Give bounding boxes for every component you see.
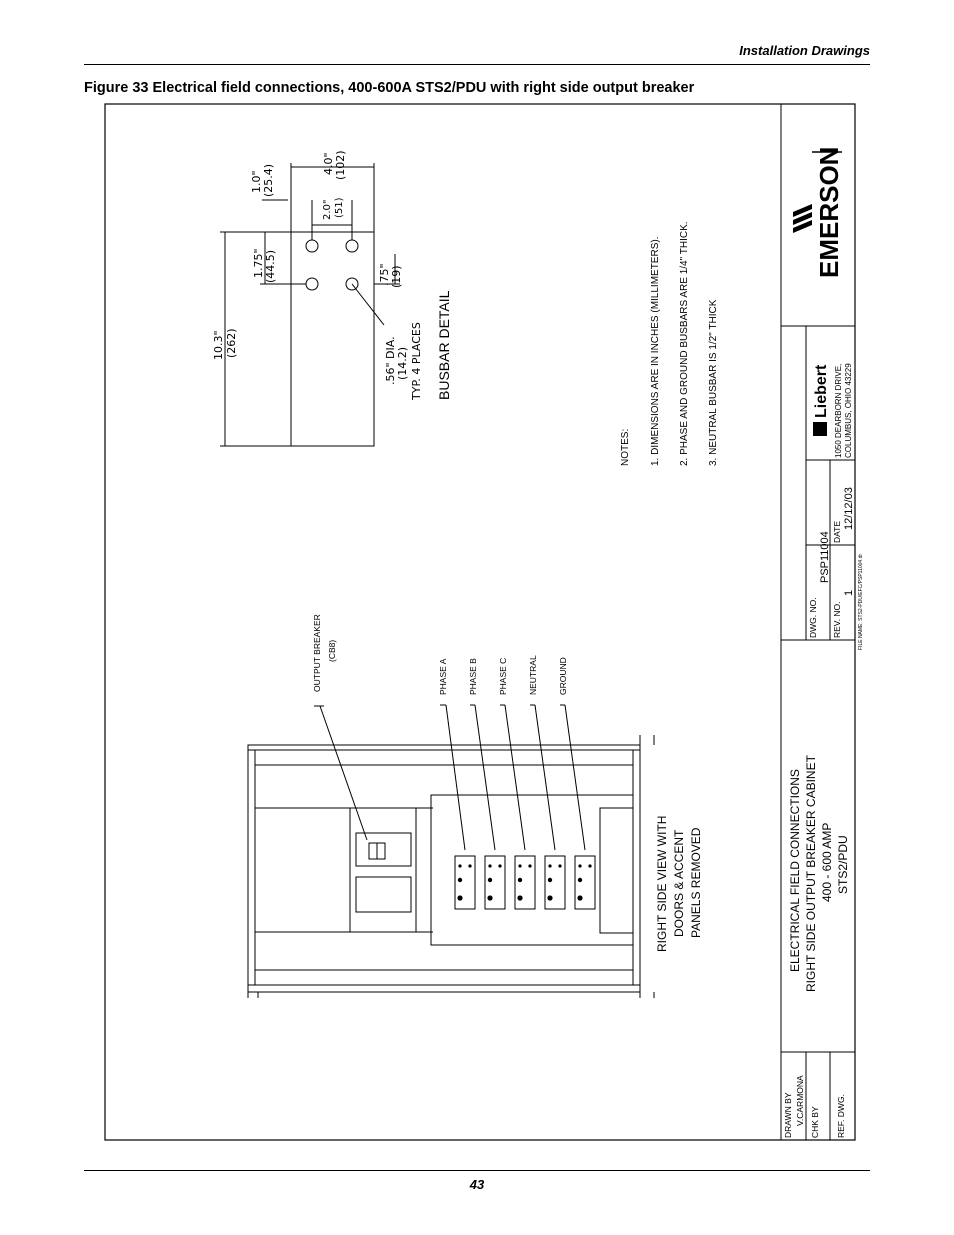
cabinet-outline [248,735,654,998]
dim-75-mm: (19) [390,265,403,288]
dim-length: 10.3" [212,330,225,360]
view-label-line-2: DOORS & ACCENT [672,829,686,937]
output-breaker-id: (CB8) [327,639,337,662]
dim-2-0: 2.0" [322,199,333,220]
note-1: 1. DIMENSIONS ARE IN INCHES (MILLIMETERS). [650,236,661,466]
address-line-1: 1050 DEARBORN DRIVE, [834,363,843,458]
dim-1-0: 1.0" [250,170,263,193]
note-2: 2. PHASE AND GROUND BUSBARS ARE 1/4" THICK. [679,221,690,466]
notes [620,221,719,466]
label-phase-b: PHASE B [468,658,478,695]
output-breaker-label: OUTPUT BREAKER [312,614,322,692]
drawn-by-label: DRAWN BY [783,1092,793,1138]
liebert-logo: Liebert [813,364,830,418]
hole-places: TYP. 4 PLACES [410,322,423,400]
emerson-logo [793,147,844,278]
label-ground: GROUND [558,657,568,695]
title-line-4: STS2/PDU [836,835,850,894]
cabinet-labels [312,614,703,952]
dim-4-0-mm: (102) [334,150,347,180]
dim-4-0: 4.0" [322,152,335,175]
view-label-line-3: PANELS REMOVED [689,827,703,938]
dim-1-0-mm: (25.4) [262,163,275,197]
rev-no-label: REV. NO. [832,601,842,638]
figure-caption: Figure 33 Electrical field connections, 400-600A STS2/PDU with right side output breaker [84,80,695,96]
footer-rule [84,1170,870,1171]
note-3: 3. NEUTRAL BUSBAR IS 1/2" THICK [708,299,719,466]
dim-2-0-mm: (51) [334,197,345,218]
label-phase-c: PHASE C [498,657,508,695]
dim-1-75-mm: (44.5) [264,249,277,283]
address-line-2: COLUMBUS, OHIO 43229 [844,363,853,458]
hole-diameter-mm: (14.2) [396,346,409,380]
date-value: 12/12/03 [843,487,855,530]
busbar-dimensions [212,150,452,401]
file-name: FILE NAME: STS2-PDU/EFC/PSP11004.dr [858,553,864,650]
header-section-label: Installation Drawings [739,43,870,58]
ref-dwg-label: REF. DWG. [836,1094,846,1138]
dim-75: .75" [378,263,391,286]
title-line-1: ELECTRICAL FIELD CONNECTIONS [788,769,802,972]
busbar-detail [220,163,400,446]
rev-no-value: 1 [843,589,855,596]
drawn-by-value: V.CARMONA [795,1075,805,1126]
busbars [440,705,595,909]
chk-by-label: CHK BY [810,1106,820,1138]
dim-length-mm: (262) [225,328,238,358]
emerson-wordmark: EMERSON [814,146,844,278]
title-line-3: 400 - 600 AMP [820,822,834,902]
busbar-detail-title: BUSBAR DETAIL [436,290,452,400]
title-line-2: RIGHT SIDE OUTPUT BREAKER CABINET [804,755,818,992]
hole-diameter: .56" DIA. [384,336,397,385]
page-number: 43 [469,1177,485,1192]
output-breaker [314,706,416,932]
date-label: DATE [832,520,842,543]
view-label-line-1: RIGHT SIDE VIEW WITH [655,815,669,952]
notes-heading: NOTES: [620,428,631,466]
label-phase-a: PHASE A [438,658,448,695]
busbar-bolts [457,864,591,900]
label-neutral: NEUTRAL [528,655,538,695]
dwg-no-label: DWG. NO. [808,597,818,638]
dwg-no-value: PSP11004 [819,531,831,583]
liebert-block [813,363,853,458]
dim-1-75: 1.75" [252,248,265,278]
